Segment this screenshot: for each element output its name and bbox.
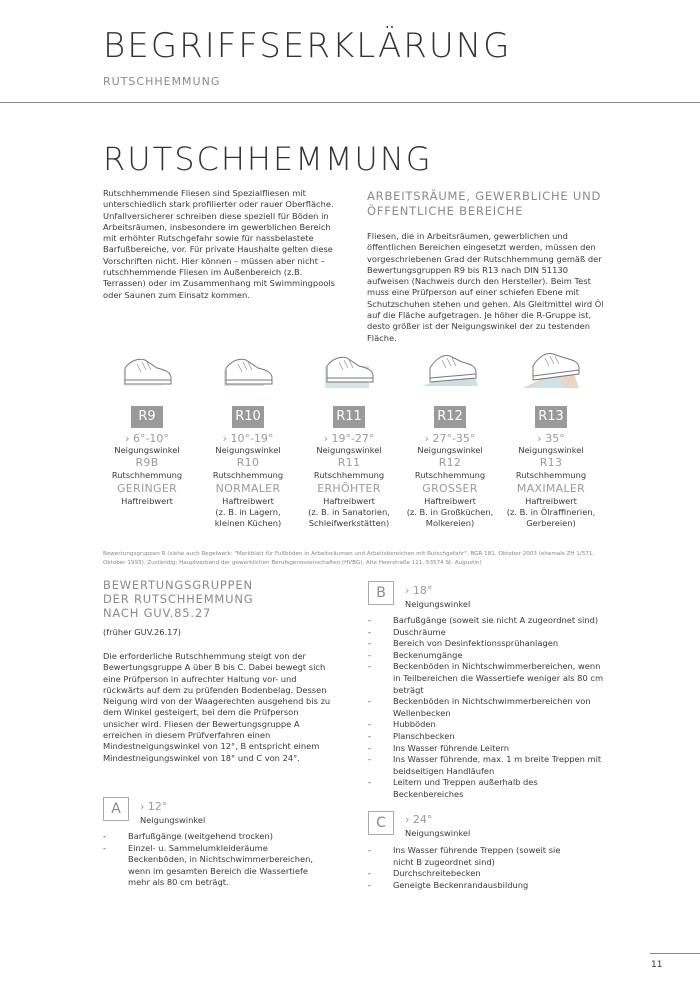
rating-badge: R10 — [232, 406, 264, 428]
rating-level: MAXIMALER — [516, 481, 586, 495]
list-item: - Leitern und Treppen außerhalb des Beckenbereiches — [368, 777, 608, 800]
rating-code: R13 — [539, 456, 563, 470]
rating-rh-label: Rutschhemmung — [313, 470, 385, 481]
group-b-list — [368, 615, 608, 801]
bewertung-heading-line: NACH GUV.85.27 — [103, 606, 212, 620]
list-item: - Duschräume — [368, 627, 608, 639]
rating-code: R9B — [135, 456, 159, 470]
page-header-title: BEGRIFFSERKLÄRUNG — [103, 26, 512, 66]
rating-column-r10 — [200, 346, 296, 529]
group-b-label: Neigungswinkel — [405, 599, 471, 609]
list-item: - Beckenböden in Nichtschwimmerbereichen von Wellenbecken — [368, 696, 608, 719]
rating-column-r13 — [503, 346, 599, 529]
rating-level: GERINGER — [116, 481, 178, 495]
shoe-icon — [319, 346, 379, 392]
rating-badge: R13 — [535, 406, 567, 428]
list-item: - Beckenumgänge — [368, 650, 608, 662]
rating-example: (z. B. in Lagern, kleinen Küchen) — [214, 506, 282, 529]
rating-angle: › 6°-10° — [125, 432, 169, 445]
rating-haft-label: Haftreibwert — [121, 495, 173, 506]
rating-haft-label: Haftreibwert — [323, 495, 375, 506]
bewertung-paragraph: Die erforderliche Rutschhemmung steigt von der Bewertungsgruppe A über B bis C. Dabei bewegt sich eine Prüfperson in aufrechter Haltung vor- und rückwärts auf dem zu prüfenden Bodenbelag. Dessen Neigung wird von der Waagerechten ausgehend bis zu dem Winkel gesteigert, bei dem die Prüfperson unsicher wird. Fliesen der Bewertungsgruppe A erreichen in diesem Prüfverfahren einen Mindestneigungswinkel von 12°, B entspricht einem Mindestneigungswinkel von 18° und C von 24°. — [103, 651, 331, 763]
rating-rh-label: Rutschhemmung — [515, 470, 587, 481]
rating-angle-label: Neigungswinkel — [114, 445, 180, 455]
intro-paragraph: Rutschhemmende Fliesen sind Spezialfliesen mit unterschiedlich stark profilierter oder rauer Oberfläche. Unfallversicherer schreiben diese speziell für Böden in Arbeitsräumen, insbesondere im gewerblichen Bereich mit erhöhter Rutschgefahr sowie für nassbelastete Barfußbereiche, vor. Für private Haushalte gelten diese Vorschriften nicht. Hier können – müssen aber nicht – rutschhemmende Fliesen im Außenbereich (z.B. Terrassen) oder im Zusammenhang mit Swimmingpools oder Saunen zum Einsatz kommen. — [103, 188, 335, 300]
rating-angle-label: Neigungswinkel — [316, 445, 382, 455]
group-a-label: Neigungswinkel — [140, 815, 206, 825]
footer-divider — [650, 953, 700, 954]
rating-badge: R12 — [434, 406, 466, 428]
list-item: - Beckenböden in Nichtschwimmerbereichen, wenn in Teilbereichen die Wassertiefe weniger als 80 cm beträgt — [368, 661, 608, 696]
footnote: Bewertungsgruppen R (siehe auch Regelwerk: "Merkblatt für Fußböden in Arbeitsräumen und Arbeitsbereichen mit Rutschgefahr", BGR 181, Oktober 2003 (ehemals ZH 1/571, Oktober 1993). Zuständig: Hauptverband der gewerblichen Berufsgenossenschaften (HVBG), Alte Heerstraße 111, 53574 St. Augustin) — [103, 551, 595, 566]
rating-haft-label: Haftreibwert — [222, 495, 274, 506]
rating-angle-label: Neigungswinkel — [215, 445, 281, 455]
section-title: RUTSCHHEMMUNG — [103, 140, 433, 178]
rating-angle: › 19°-27° — [323, 432, 375, 445]
bewertung-heading — [103, 578, 303, 620]
group-c-badge: C — [368, 811, 394, 835]
rating-angle: › 10°-19° — [222, 432, 274, 445]
page-header-subtitle: RUTSCHHEMMUNG — [103, 75, 221, 88]
list-item: - Ins Wasser führende Treppen (soweit sie nicht B zugeordnet sind) — [368, 845, 578, 868]
group-c-label: Neigungswinkel — [405, 828, 471, 838]
list-item: - Bereich von Desinfektionssprühanlagen — [368, 638, 608, 650]
list-item: - Durchschreitebecken — [368, 868, 578, 880]
list-item: - Barfußgänge (soweit sie nicht A zugeordnet sind) — [368, 615, 608, 627]
rating-code: R12 — [438, 456, 462, 470]
rating-level: NORMALER — [215, 481, 281, 495]
rating-example: (z. B. in Ölraffinerien, Gerbereien) — [506, 506, 596, 529]
rating-column-r9 — [99, 346, 195, 507]
list-item: - Hubböden — [368, 719, 608, 731]
rating-angle-label: Neigungswinkel — [518, 445, 584, 455]
bewertung-heading-line: BEWERTUNGSGRUPPEN — [103, 578, 253, 592]
bewertung-heading-line: DER RUTSCHHEMMUNG — [103, 592, 254, 606]
rating-angle: › 35° — [537, 432, 565, 445]
rating-badge: R11 — [333, 406, 365, 428]
group-a-badge: A — [103, 797, 129, 821]
rating-angle: › 27°-35° — [424, 432, 476, 445]
rating-haft-label: Haftreibwert — [525, 495, 577, 506]
list-item: - Ins Wasser führende Leitern — [368, 743, 608, 755]
rating-column-r11 — [301, 346, 397, 529]
rating-example: (z. B. in Großküchen, Molkereien) — [406, 506, 494, 529]
list-item: - Ins Wasser führende, max. 1 m breite Treppen mit beidseitigen Handläufen — [368, 754, 608, 777]
rating-code: R11 — [337, 456, 361, 470]
arbeitsraeume-heading: ARBEITSRÄUME, GEWERBLICHE UND ÖFFENTLICHE BEREICHE — [367, 189, 602, 218]
list-item: - Einzel- u. Sammelumkleideräume Beckenböden, in Nichtschwimmerbereichen, wenn im gesamten Bereich die Wassertiefe mehr als 80 cm beträgt. — [103, 843, 333, 889]
rating-column-r12 — [402, 346, 498, 529]
group-c-list — [368, 845, 578, 891]
group-b-badge: B — [368, 581, 394, 605]
shoe-icon — [521, 346, 581, 392]
arbeitsraeume-paragraph: Fliesen, die in Arbeitsräumen, gewerblichen und öffentlichen Bereichen eingesetzt werden, müssen den vorgeschriebenen Grad der Rutschhemmung gemäß der Bewertungsgruppen R9 bis R13 nach DIN 51130 aufweisen (Nachweis durch den Hersteller). Beim Test muss eine Prüfperson auf einer schiefen Ebene mit Schutzschuhen stehen und gehen. Als Gleitmittel wird Öl auf die Fläche aufgetragen. Je höher die R-Gruppe ist, desto größer ist der Neigungswinkel der zu testenden Fläche. — [367, 231, 604, 343]
bewertung-subheading: (früher GUV.26.17) — [103, 627, 181, 637]
rating-example: (z. B. in Sanatorien, Schleifwerkstätten) — [308, 506, 390, 529]
group-c-angle: › 24° — [405, 813, 433, 826]
rating-badge: R9 — [131, 406, 163, 428]
list-item: - Geneigte Beckenrandausbildung — [368, 880, 578, 892]
rating-level: GROSSER — [422, 481, 478, 495]
rating-level: ERHÖHTER — [317, 481, 381, 495]
page-number: 11 — [651, 960, 663, 970]
group-a-list — [103, 831, 333, 889]
rating-rh-label: Rutschhemmung — [212, 470, 284, 481]
rating-angle-label: Neigungswinkel — [417, 445, 483, 455]
rating-code: R10 — [236, 456, 260, 470]
rating-rh-label: Rutschhemmung — [111, 470, 183, 481]
group-a-angle: › 12° — [140, 800, 168, 813]
group-b-angle: › 18° — [405, 584, 433, 597]
list-item: - Barfußgänge (weitgehend trocken) — [103, 831, 333, 843]
rating-rh-label: Rutschhemmung — [414, 470, 486, 481]
shoe-icon — [117, 346, 177, 392]
shoe-icon — [420, 346, 480, 392]
rating-haft-label: Haftreibwert — [424, 495, 476, 506]
header-divider — [0, 102, 700, 103]
list-item: - Planschbecken — [368, 731, 608, 743]
shoe-icon — [218, 346, 278, 392]
